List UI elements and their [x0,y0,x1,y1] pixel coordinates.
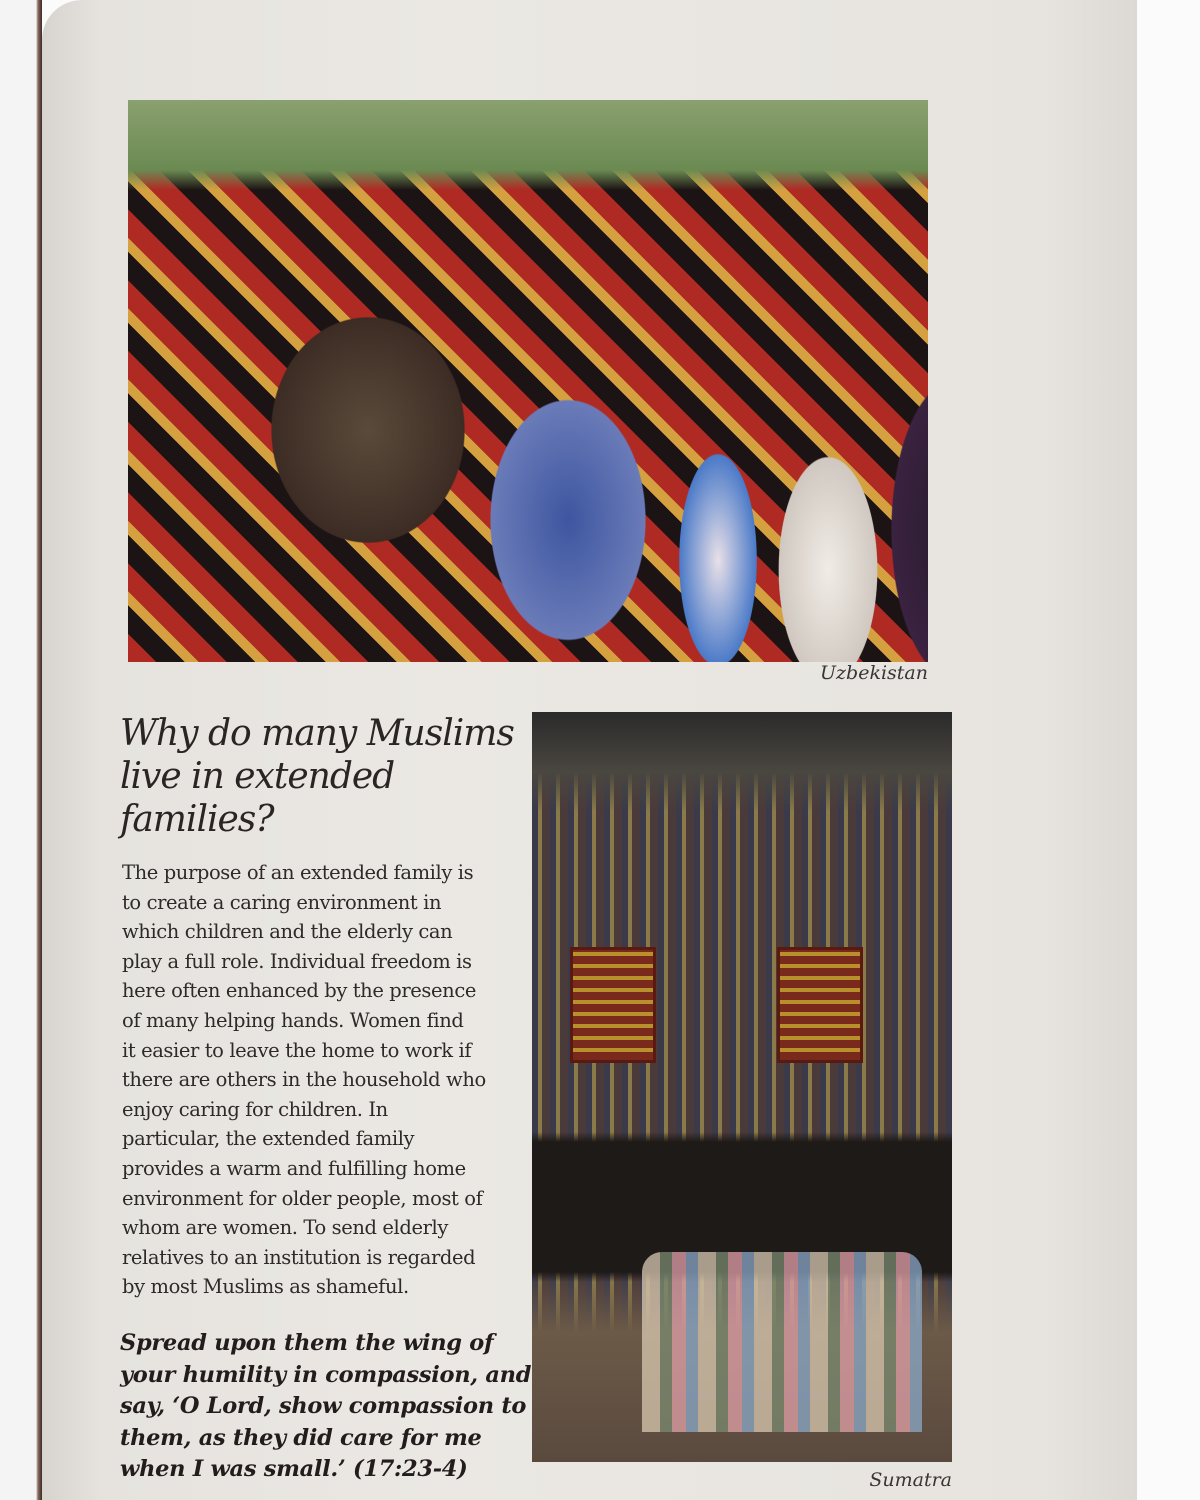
body-line: whom are women. To send elderly [122,1216,448,1240]
quran-quote [120,1328,531,1486]
house-window [777,947,863,1063]
quote-line: when I was small.’ (17:23-4) [120,1456,468,1482]
body-line: The purpose of an extended family is [122,861,474,884]
body-line: enjoy caring for children. In [122,1097,388,1121]
body-line: of many helping hands. Women find [122,1008,464,1032]
body-line: it easier to leave the home to work if [122,1038,472,1062]
body-line: provides a warm and fulfilling home [122,1156,466,1180]
book-spine-edge [0,0,42,1500]
quote-line: Spread upon them the wing of [120,1330,494,1356]
body-line: environment for older people, most of [122,1186,483,1210]
quote-line: say, ‘O Lord, show compassion to [120,1393,527,1419]
photo-caption-uzbekistan: Uzbekistan [820,662,928,684]
photo-sumatra-house [532,712,952,1462]
body-line: particular, the extended family [122,1127,415,1151]
body-line: which children and the elderly can [122,920,453,944]
quote-line: them, as they did care for me [120,1424,482,1451]
body-line: by most Muslims as shameful. [122,1275,409,1299]
quote-line: your humility in compassion, and [120,1361,532,1388]
body-line: to create a caring environment in [122,890,442,914]
body-line: here often enhanced by the presence [122,979,476,1003]
body-paragraph [122,858,512,1302]
heading-line: live in extended [120,756,395,797]
group-of-people [642,1252,922,1432]
photo-caption-sumatra: Sumatra [869,1469,952,1491]
heading-line: families? [120,799,274,840]
body-line: relatives to an institution is regarded [122,1245,476,1269]
body-line: play a full role. Individual freedom is [122,949,472,973]
house-window [570,947,656,1063]
body-line: there are others in the household who [122,1068,486,1092]
section-heading [120,712,514,841]
photo-uzbekistan-family [128,100,928,662]
heading-line: Why do many Muslims [120,713,514,754]
